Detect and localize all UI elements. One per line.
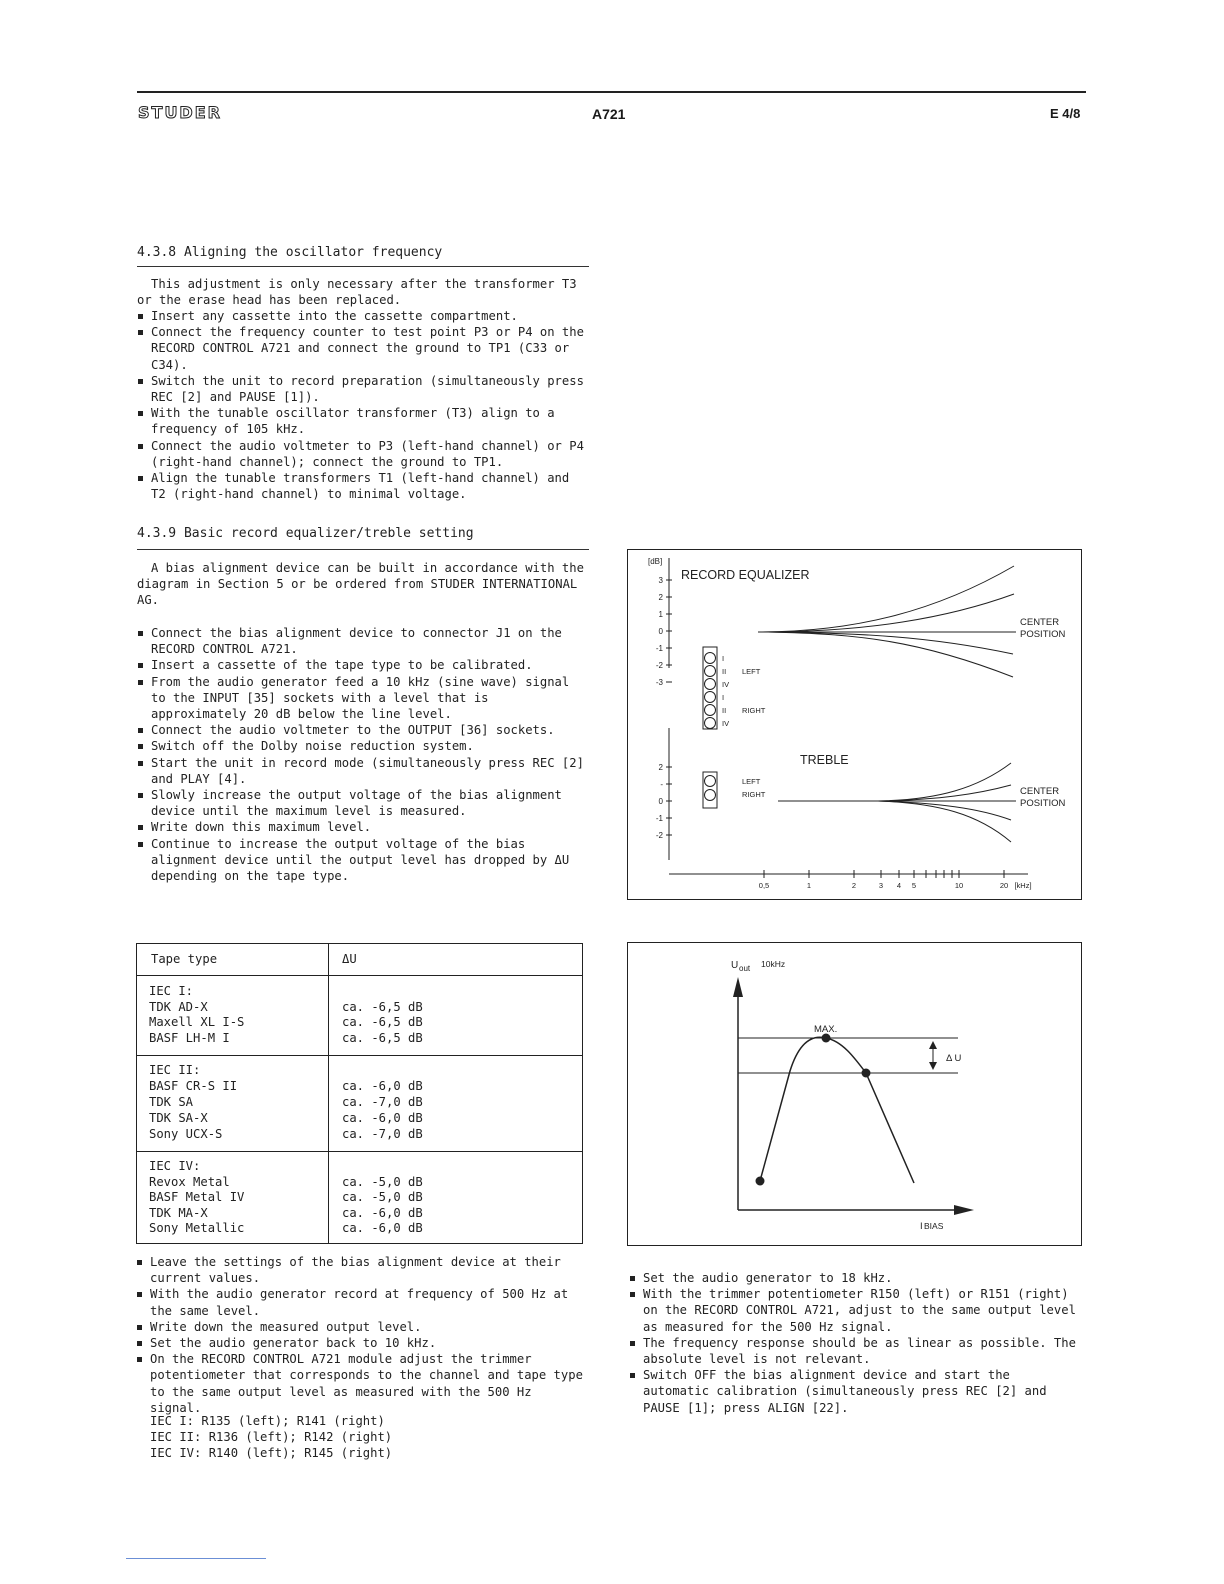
delta-point-marker [862, 1069, 871, 1078]
left-channel-label: LEFT [742, 667, 761, 676]
list-item: Write down the measured output level. [136, 1319, 588, 1335]
table-cell-delta: ca. -6,0 dB [342, 1079, 423, 1093]
list-item: Set the audio generator to 18 kHz. [629, 1270, 1081, 1286]
record-curve-up-2 [758, 594, 1014, 632]
table-cell-delta: ca. -5,0 dB [342, 1190, 423, 1204]
list-item: Insert a cassette of the tape type to be calibrated. [137, 657, 589, 673]
list-item: Start the unit in record mode (simultaneously press REC [2] and PLAY [4]. [137, 755, 589, 787]
x-tick-label: 5 [911, 881, 917, 890]
list-item: The frequency response should be as linear as possible. The absolute level is not relevant. [629, 1335, 1081, 1367]
table-cell-delta: ca. -6,0 dB [342, 1111, 423, 1125]
treble-curve-up-1 [878, 763, 1011, 801]
right-channel-label: RIGHT [742, 706, 766, 715]
y-tick-label: -2 [655, 831, 663, 840]
section-439-steps [137, 625, 589, 884]
delta-down-arrow-icon [929, 1062, 937, 1070]
table-cell-tape: TDK MA-X [149, 1206, 208, 1220]
table-cell-tape: Sony UCX-S [149, 1127, 223, 1141]
treble-right-label: RIGHT [742, 790, 766, 799]
list-item: Leave the settings of the bias alignment device at their current values. [136, 1254, 588, 1286]
y-tick-label: -3 [655, 678, 663, 687]
table-cell-delta: ca. -6,0 dB [342, 1221, 423, 1235]
y-tick-label: 3 [658, 576, 663, 585]
y-tick-label: 2 [658, 763, 663, 772]
trimmer-settings [136, 1413, 588, 1462]
list-item: Continue to increase the output voltage of the bias alignment device until the output level has dropped by ΔU depending on the tape type. [137, 836, 589, 885]
x-unit-label: [kHz] [1014, 881, 1032, 890]
y-tick-label: -1 [655, 644, 663, 653]
pot-label: IV [722, 719, 730, 728]
table-cell-delta: ca. -6,0 dB [342, 1206, 423, 1220]
table-cell-delta: ca. -6,5 dB [342, 1031, 423, 1045]
table-header-tape: Tape type [151, 952, 218, 966]
max-label: MAX. [814, 1024, 838, 1035]
section-438-intro: This adjustment is only necessary after the transformer T3 or the erase head has been replaced. [137, 277, 577, 308]
table-cell-tape: TDK SA [149, 1095, 194, 1109]
record-curve-down-1 [768, 632, 1013, 654]
y-tick-label: 0 [658, 797, 663, 806]
list-item: With the tunable oscillator transformer (T3) align to a frequency of 105 kHz. [137, 405, 589, 437]
list-item: Connect the bias alignment device to connector J1 on the RECORD CONTROL A721. [137, 625, 589, 657]
pot-label: II [722, 706, 727, 715]
pot-icon [705, 776, 716, 787]
treble-curve-down-2 [878, 801, 1011, 842]
list-item: Insert any cassette into the cassette compartment. [137, 308, 589, 324]
record-equalizer-title: RECORD EQUALIZER [681, 568, 810, 582]
list-item: Connect the audio voltmeter to the OUTPUT [36] sockets. [137, 722, 589, 738]
pot-icon [705, 679, 716, 690]
table-header-delta-u: ΔU [342, 952, 357, 966]
pot-label: II [722, 667, 727, 676]
pot-icon [705, 692, 716, 703]
x-tick-label: 1 [806, 881, 812, 890]
x-axis-label: I [920, 1221, 923, 1232]
y-tick-label: - [660, 780, 663, 789]
table-cell-tape: Maxell XL I-S [149, 1015, 245, 1029]
pot-icon [705, 653, 716, 664]
table-group-label: IEC I: [149, 984, 194, 998]
pot-label: I [722, 693, 725, 702]
delta-u-label: Δ U [946, 1053, 962, 1064]
list-item: Switch OFF the bias alignment device and start the automatic calibration (simultaneously press REC [2] and PAUSE [1]; press ALIGN [22]. [629, 1367, 1081, 1416]
table-cell-delta: ca. -5,0 dB [342, 1175, 423, 1189]
list-item: Switch off the Dolby noise reduction system. [137, 738, 589, 754]
pot-icon [705, 718, 716, 729]
db-unit-label: [dB] [648, 557, 663, 566]
bias-diagram [628, 943, 1081, 1245]
bias-figure [627, 942, 1082, 1246]
y-axis-arrow-icon [733, 977, 743, 997]
section-439-rule [137, 549, 589, 550]
after-table-steps [136, 1254, 588, 1416]
x-tick-label: 10 [954, 881, 964, 890]
equalizer-diagram [628, 550, 1081, 899]
section-439-title: 4.3.9 Basic record equalizer/treble setting [137, 526, 474, 541]
record-curve-down-2 [768, 632, 1013, 677]
pot-icon [705, 705, 716, 716]
x-tick-label: 4 [896, 881, 902, 890]
table-cell-tape: BASF Metal IV [149, 1190, 245, 1204]
list-item: Slowly increase the output voltage of the bias alignment device until the maximum level is measured. [137, 787, 589, 819]
trimmer-setting-iec4: IEC IV: R140 (left); R145 (right) [150, 1446, 393, 1461]
page-number: E 4/8 [1050, 106, 1081, 121]
pot-label: IV [722, 680, 730, 689]
list-item: Set the audio generator back to 10 kHz. [136, 1335, 588, 1351]
x-axis-arrow-icon [954, 1205, 974, 1215]
x-tick-label: 0,5 [758, 881, 770, 890]
x-tick-label: 3 [878, 881, 884, 890]
list-item: Connect the frequency counter to test point P3 or P4 on the RECORD CONTROL A721 and connect the ground to TP1 (C33 or C34). [137, 324, 589, 373]
y-tick-label: -2 [655, 661, 663, 670]
list-item: On the RECORD CONTROL A721 module adjust the trimmer potentiometer that corresponds to the channel and tape type to the same output level as measured with the 500 Hz signal. [136, 1351, 588, 1416]
table-cell-delta: ca. -6,5 dB [342, 1015, 423, 1029]
y-axis-sub: out [739, 964, 751, 973]
list-item: Align the tunable transformers T1 (left-hand channel) and T2 (right-hand channel) to minimal voltage. [137, 470, 589, 502]
x-tick-label: 2 [851, 881, 857, 890]
start-point-marker [756, 1177, 765, 1186]
record-position-label: POSITION [1020, 629, 1066, 640]
trimmer-setting-iec1: IEC I: R135 (left); R141 (right) [150, 1414, 385, 1428]
y-tick-label: 2 [658, 593, 663, 602]
table-group-label: IEC II: [149, 1063, 201, 1077]
section-439-intro: A bias alignment device can be built in accordance with the diagram in Section 5 or be ordered from STUDER INTERNATIONAL AG. [137, 561, 584, 608]
table-cell-tape: TDK SA-X [149, 1111, 208, 1125]
list-item: From the audio generator feed a 10 kHz (sine wave) signal to the INPUT [35] sockets with a level that is approximately 20 dB below the line level. [137, 674, 589, 723]
pot-icon [705, 790, 716, 801]
record-center-label: CENTER [1020, 617, 1060, 628]
bias-curve [760, 1037, 914, 1183]
section-438-title: 4.3.8 Aligning the oscillator frequency [137, 245, 443, 260]
equalizer-figure [627, 549, 1082, 900]
footer-line [126, 1558, 266, 1559]
pot-icon [705, 666, 716, 677]
y-tick-label: -1 [655, 814, 663, 823]
treble-position-label: POSITION [1020, 798, 1066, 809]
table-column-divider [328, 944, 329, 1243]
table-cell-tape: BASF CR-S II [149, 1079, 238, 1093]
table-cell-tape: BASF LH-M I [149, 1031, 230, 1045]
studer-logo: STUDER [138, 103, 222, 122]
table-cell-delta: ca. -7,0 dB [342, 1127, 423, 1141]
delta-up-arrow-icon [929, 1041, 937, 1049]
right-column-steps [629, 1270, 1081, 1416]
pot-label: I [722, 654, 725, 663]
list-item: Connect the audio voltmeter to P3 (left-hand channel) or P4 (right-hand channel); connect the ground to TP1. [137, 438, 589, 470]
list-item: With the trimmer potentiometer R150 (left) or R151 (right) on the RECORD CONTROL A721, adjust to the same output level as measured for the 500 Hz signal. [629, 1286, 1081, 1335]
list-item: Switch the unit to record preparation (simultaneously press REC [2] and PAUSE [1]). [137, 373, 589, 405]
treble-curve-up-2 [878, 785, 1011, 801]
x-axis-sub: BIAS [924, 1221, 944, 1231]
treble-center-label: CENTER [1020, 786, 1060, 797]
list-item: With the audio generator record at frequency of 500 Hz at the same level. [136, 1286, 588, 1318]
table-cell-tape: Revox Metal [149, 1175, 230, 1189]
x-tick-label: 20 [999, 881, 1009, 890]
table-cell-tape: TDK AD-X [149, 1000, 208, 1014]
y-axis-frequency: 10kHz [761, 959, 786, 969]
treble-curve-down-1 [878, 801, 1011, 820]
table-group-label: IEC IV: [149, 1159, 201, 1173]
treble-left-label: LEFT [742, 777, 761, 786]
y-tick-label: 0 [658, 627, 663, 636]
table-header-divider [137, 975, 582, 976]
table-group-divider [137, 1151, 582, 1152]
table-cell-delta: ca. -6,5 dB [342, 1000, 423, 1014]
trimmer-setting-iec2: IEC II: R136 (left); R142 (right) [150, 1430, 393, 1445]
header-rule [137, 91, 1086, 93]
table-group-divider [137, 1055, 582, 1056]
table-cell-tape: Sony Metallic [149, 1221, 245, 1235]
treble-title: TREBLE [800, 753, 849, 767]
section-438-rule [137, 266, 589, 267]
list-item: Write down this maximum level. [137, 819, 589, 835]
y-axis-label: U [731, 960, 739, 971]
section-438-steps [137, 308, 589, 502]
table-cell-delta: ca. -7,0 dB [342, 1095, 423, 1109]
tape-type-table [136, 943, 583, 1244]
model-number: A721 [592, 106, 626, 122]
y-tick-label: 1 [658, 610, 663, 619]
